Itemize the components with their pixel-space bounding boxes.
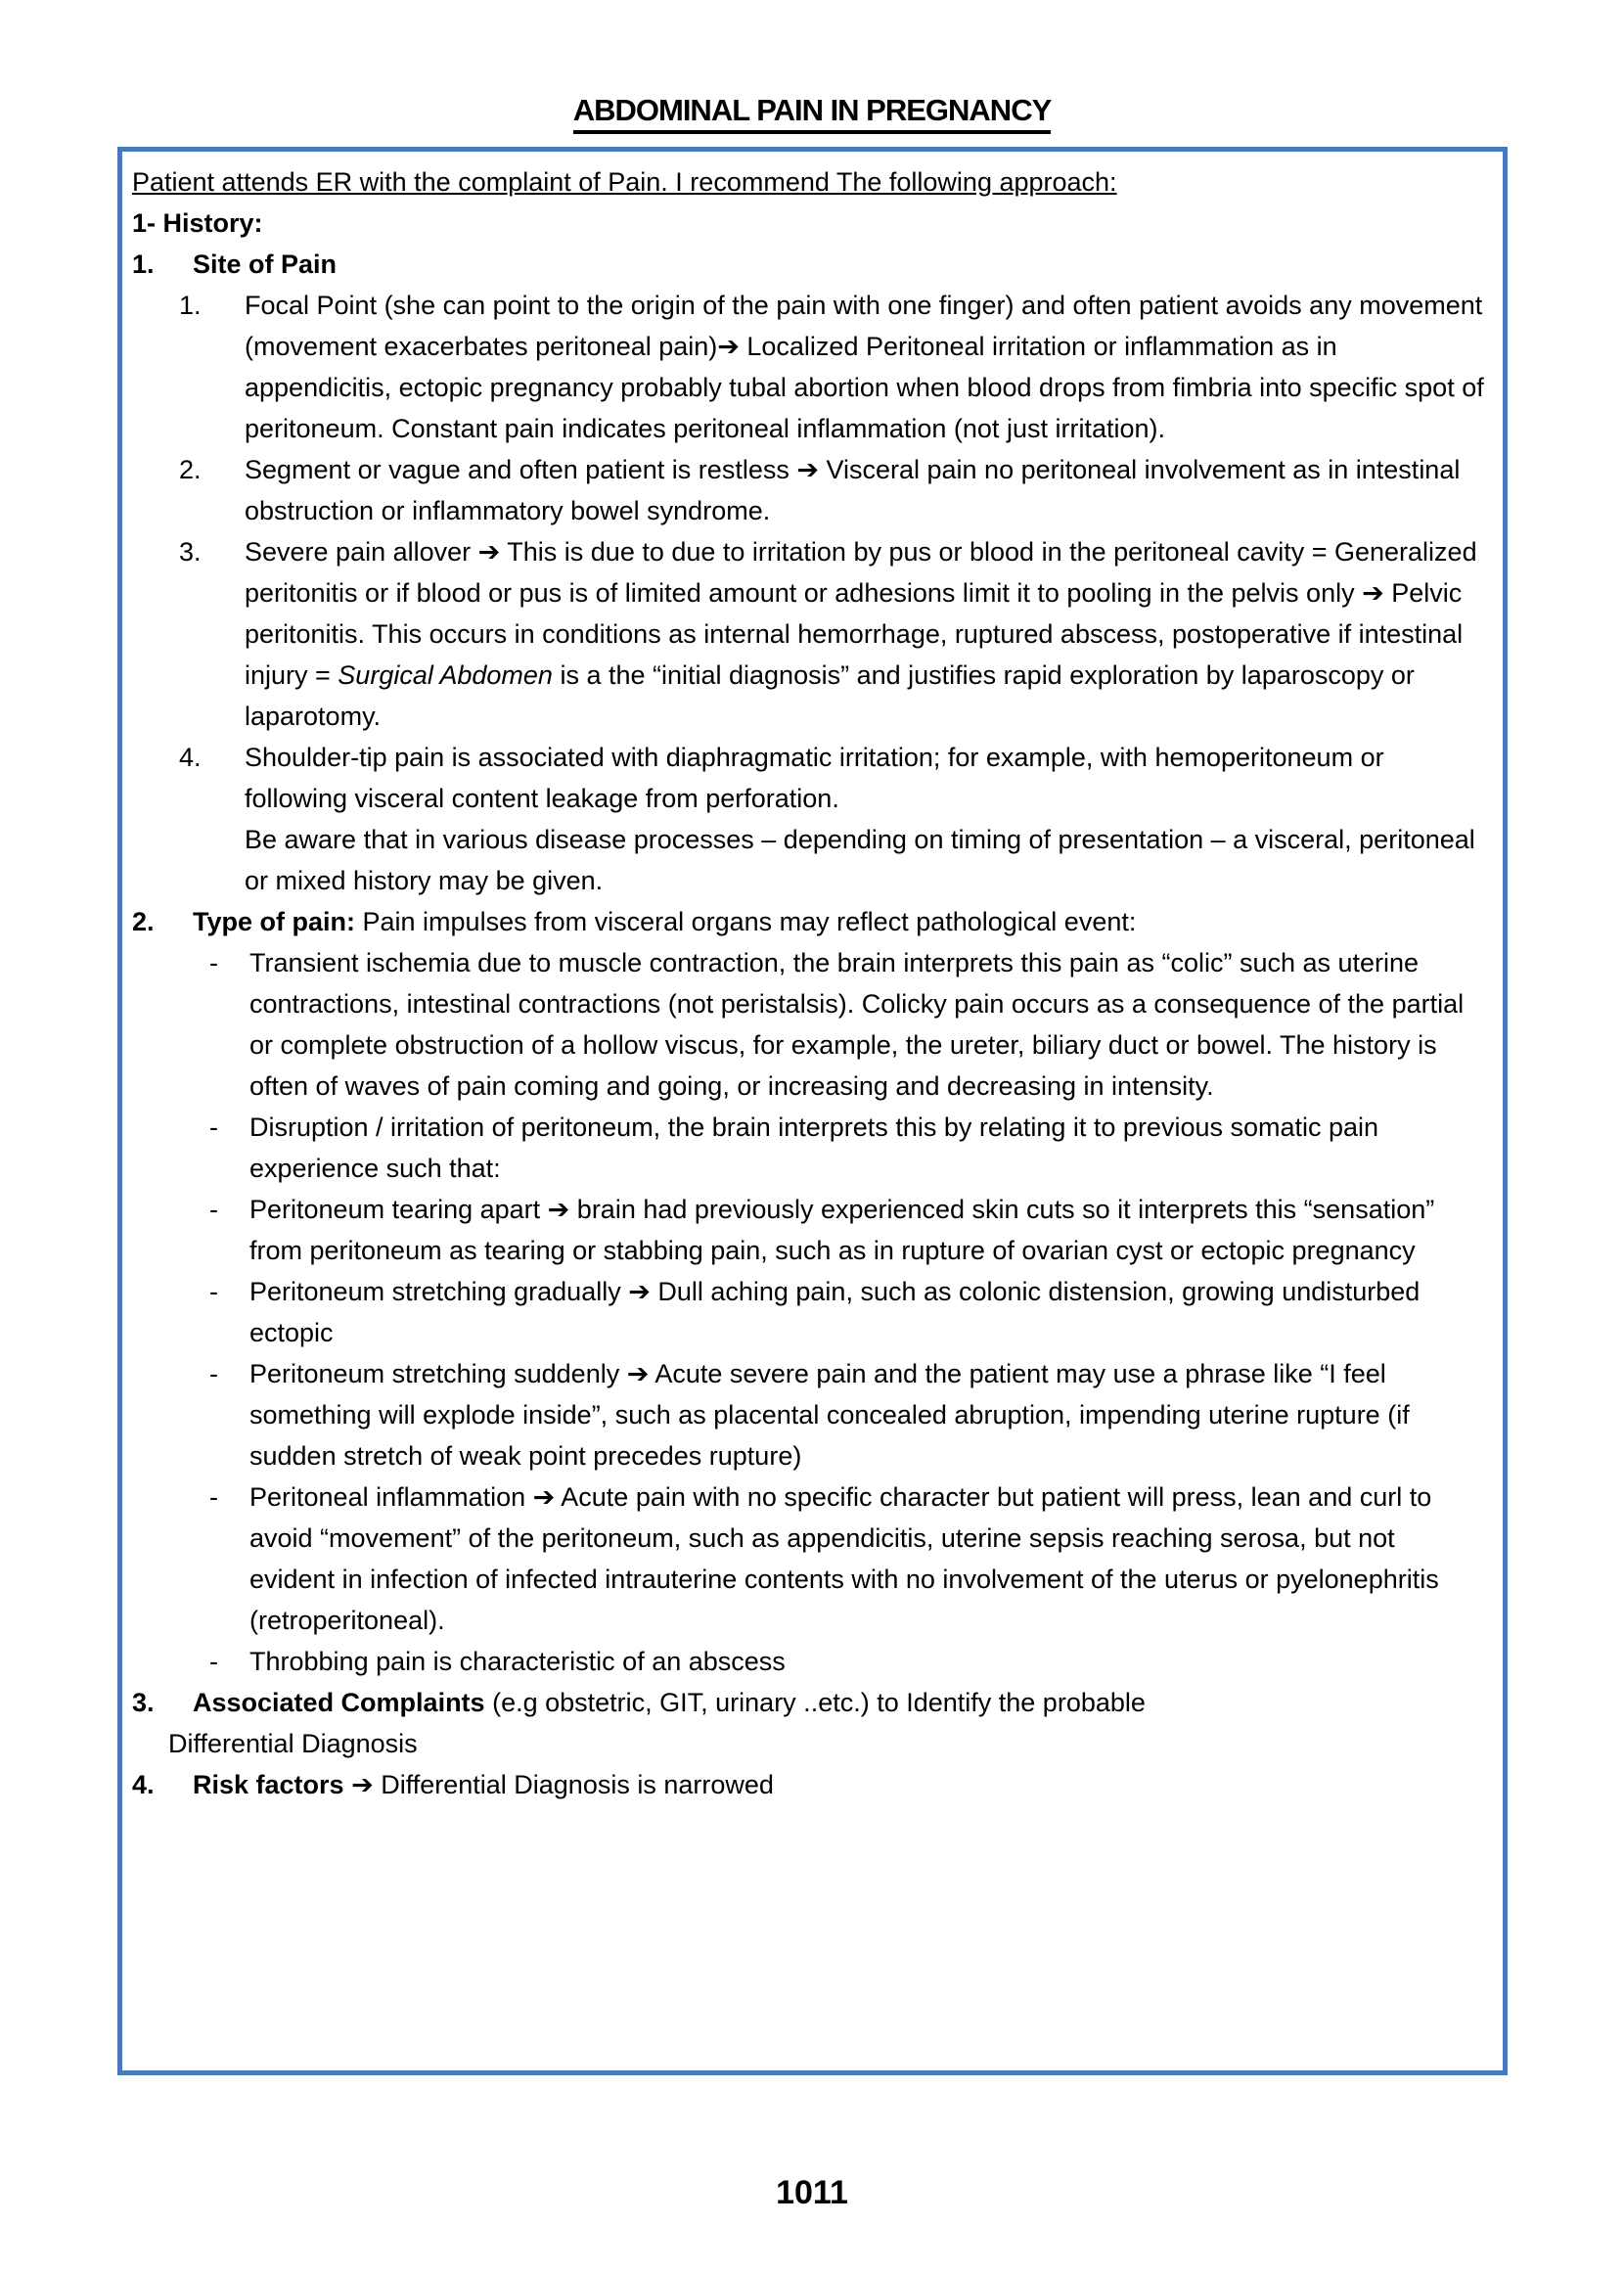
dash-transient-ischemia [132,942,1487,1107]
dash-stretching-gradually [132,1271,1487,1353]
item-text-rest: (e.g obstetric, GIT, urinary ..etc.) to Identify the probable [484,1688,1146,1717]
dash-throbbing-pain [132,1641,1487,1682]
dash-marker: - [209,948,218,977]
item-title: Type of pain: [193,907,355,936]
item-text: Peritoneum tearing apart ➔ brain had previously experienced skin cuts so it interprets this “sensation” from peritoneum as tearing or stabbing pain, such as in rupture of ovarian cyst or ectopic pregnancy [249,1195,1435,1265]
item-text [193,901,1487,942]
subitem-shoulder-tip-pain [132,737,1487,901]
content-box [117,147,1508,2075]
item-text-rest: Pain impulses from visceral organs may reflect pathological event: [355,907,1137,936]
item-text: Segment or vague and often patient is restless ➔ Visceral pain no peritoneal involvement as in intestinal obstruction or inflammatory bowel syndrome. [245,455,1461,525]
item-number: 1. [132,250,155,279]
item-text-post: is a the “initial diagnosis” and justifies rapid exploration by laparoscopy or laparotomy. [245,660,1415,731]
item-number: 3. [179,537,202,567]
history-heading: 1- History: [132,208,263,238]
item-number: 3. [132,1688,155,1717]
note-be-aware: Be aware that in various disease processes – depending on timing of presentation – a visceral, peritoneal or mixed history may be given. [245,825,1475,895]
dash-marker: - [209,1359,218,1388]
item-text: Transient ischemia due to muscle contraction, the brain interprets this pain as “colic” such as uterine contractions, intestinal contractions (not peristalsis). Colicky pain occurs as a consequence of the partial or complete obstruction of a hollow viscus, for example, the ureter, biliary duct or bowel. The history is often of waves of pain coming and going, or increasing and decreasing in intensity. [249,948,1465,1101]
page-number: 1011 [776,2174,848,2211]
subitem-focal-point [132,285,1487,449]
item-title: Risk factors [193,1770,344,1799]
page-title-text: ABDOMINAL PAIN IN PREGNANCY [573,94,1052,134]
item-text-rest: ➔ Differential Diagnosis is narrowed [343,1770,774,1799]
item-text-main: Shoulder-tip pain is associated with diaphragmatic irritation; for example, with hemoperitoneum or following visceral content leakage from perforation. [245,743,1384,813]
dash-marker: - [209,1277,218,1306]
item-text-pre: Severe pain allover ➔ This is due to due to irritation by pus or blood in the peritoneal cavity = Generalized peritonitis or if blood or pus is of limited amount or adhesions limit it to pooling in the pelvis only ➔ Pelvic peritonitis. This occurs in conditions as internal hemorrhage, ruptured abscess, postoperative if intestinal injury = [245,537,1477,690]
dash-peritoneum-tearing-apart [132,1189,1487,1271]
dash-marker: - [209,1195,218,1224]
item-number: 2. [179,455,202,484]
intro-paragraph: Patient attends ER with the complaint of Pain. I recommend The following approach: [132,167,1117,197]
item-text [193,1764,1487,1805]
page-title [0,94,1624,134]
item-number: 4. [132,1770,155,1799]
item-number: 1. [179,291,202,320]
item-text: Peritoneum stretching suddenly ➔ Acute severe pain and the patient may use a phrase like “I feel something will explode inside”, such as placental concealed abruption, impending uterine rupture (if sudden stretch of weak point precedes rupture) [249,1359,1410,1471]
item-text-line2: Differential Diagnosis [168,1729,418,1758]
item-text: Focal Point (she can point to the origin of the pain with one finger) and often patient avoids any movement (movement exacerbates peritoneal pain)➔ Localized Peritoneal irritation or inflammation as in appendicitis, ectopic pregnancy probably tubal abortion when blood drops from fimbria into specific spot of peritoneum. Constant pain indicates peritoneal inflammation (not just irritation). [245,291,1484,443]
item-type-of-pain [132,901,1487,942]
subitem-severe-pain-allover [132,531,1487,737]
dash-peritoneal-inflammation [132,1476,1487,1641]
item-text [245,531,1487,737]
item-text [168,1682,1487,1764]
item-text: Disruption / irritation of peritoneum, the brain interprets this by relating it to previous somatic pain experience such that: [249,1112,1379,1183]
item-number: 4. [179,743,202,772]
dash-marker: - [209,1647,218,1676]
dash-marker: - [209,1112,218,1142]
subitem-segment-vague [132,449,1487,531]
dash-disruption-irritation [132,1107,1487,1189]
item-associated-complaints [132,1682,1487,1764]
dash-marker: - [209,1482,218,1512]
item-text: Peritoneal inflammation ➔ Acute pain with no specific character but patient will press, lean and curl to avoid “movement” of the peritoneum, such as appendicitis, uterine sepsis reaching serosa, but not evident in infection of infected intrauterine contents with no involvement of the uterus or pyelonephritis (retroperitoneal). [249,1482,1439,1635]
item-site-of-pain [132,244,1487,285]
item-number: 2. [132,907,155,936]
item-title: Site of Pain [193,250,338,279]
item-title: Associated Complaints [193,1688,485,1717]
item-text-italic: Surgical Abdomen [338,660,553,690]
item-text: Peritoneum stretching gradually ➔ Dull aching pain, such as colonic distension, growing undisturbed ectopic [249,1277,1421,1347]
dash-stretching-suddenly [132,1353,1487,1476]
item-risk-factors [132,1764,1487,1805]
item-text: Throbbing pain is characteristic of an abscess [249,1647,786,1676]
item-text [245,737,1487,901]
